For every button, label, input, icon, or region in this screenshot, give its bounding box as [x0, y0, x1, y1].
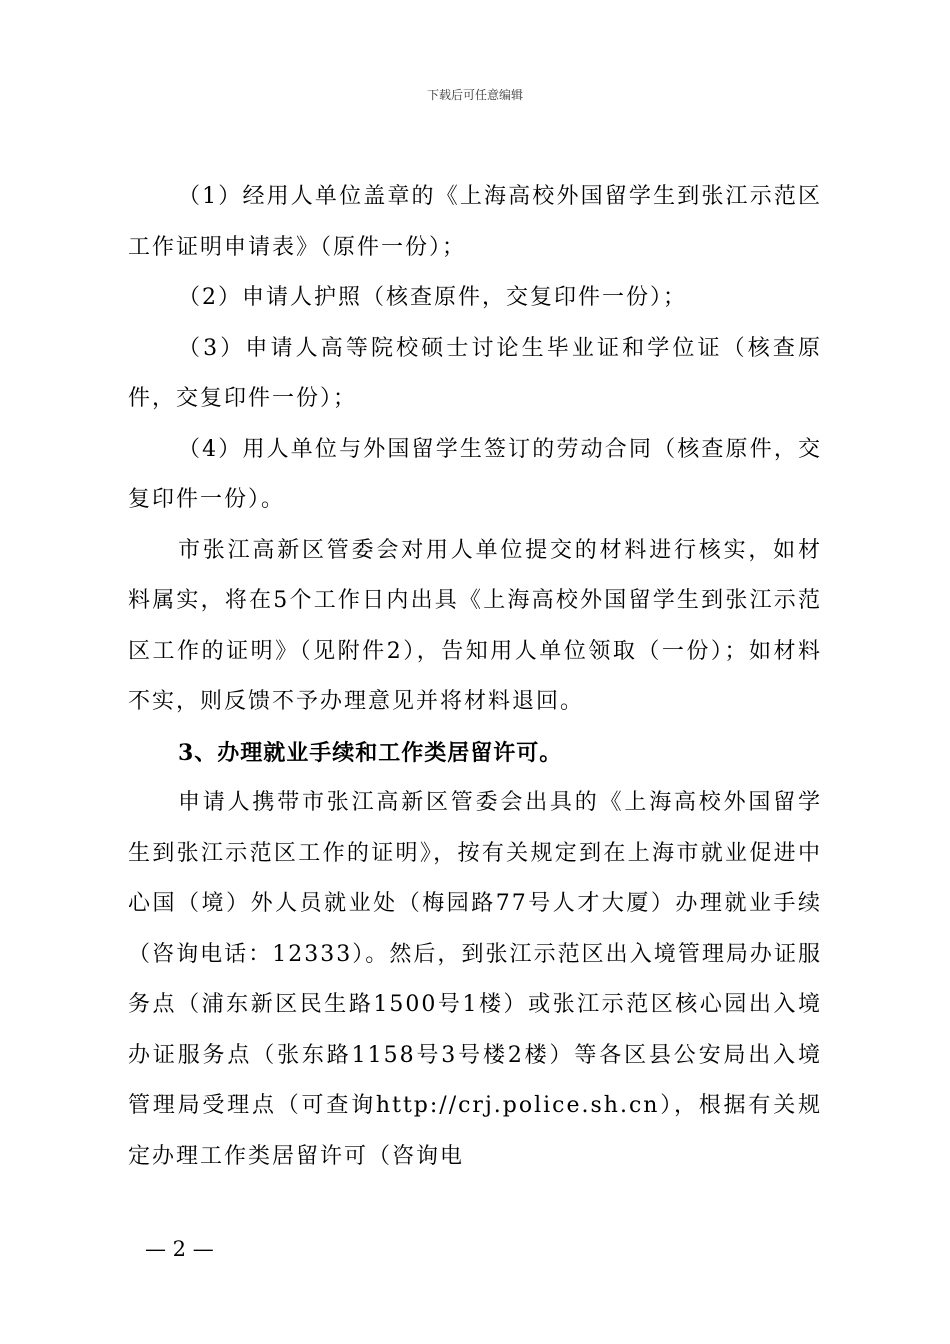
- document-body: [128, 172, 822, 1182]
- paragraph-item-3: （3）申请人高等院校硕士讨论生毕业证和学位证（核查原件，交复印件一份）；: [128, 335, 822, 411]
- page-number: — 2 —: [145, 1237, 214, 1261]
- paragraph-verification: 市张江高新区管委会对用人单位提交的材料进行核实，如材料属实，将在5个工作日内出具《上海高校外国留学生到张江示范区工作的证明》（见附件2），告知用人单位领取（一份）；如材料不实，则反馈不予办理意见并将材料退回。: [128, 537, 822, 714]
- paragraph-employment-procedure: 申请人携带市张江高新区管委会出具的《上海高校外国留学生到张江示范区工作的证明》，按有关规定到在上海市就业促进中心国（境）外人员就业处（梅园路77号人才大厦）办理就业手续（咨询电话：12333）。然后，到张江示范区出入境管理局办证服务点（浦东新区民生路1500号1楼）或张江示范区核心园出入境办证服务点（张东路1158号3号楼2楼）等各区县公安局出入境管理局受理点（可查询http://crj.police.sh.cn），根据有关规定办理工作类居留许可（咨询电: [128, 790, 822, 1169]
- paragraph-item-4: （4）用人单位与外国留学生签订的劳动合同（核查原件，交复印件一份）。: [128, 436, 822, 512]
- paragraph-item-1: （1）经用人单位盖章的《上海高校外国留学生到张江示范区工作证明申请表》（原件一份）；: [128, 184, 822, 260]
- page-header: 下载后可任意编辑: [426, 88, 523, 102]
- section-heading-3: 3、办理就业手续和工作类居留许可。: [178, 739, 563, 766]
- paragraph-item-2: （2）申请人护照（核查原件，交复印件一份）；: [178, 285, 687, 310]
